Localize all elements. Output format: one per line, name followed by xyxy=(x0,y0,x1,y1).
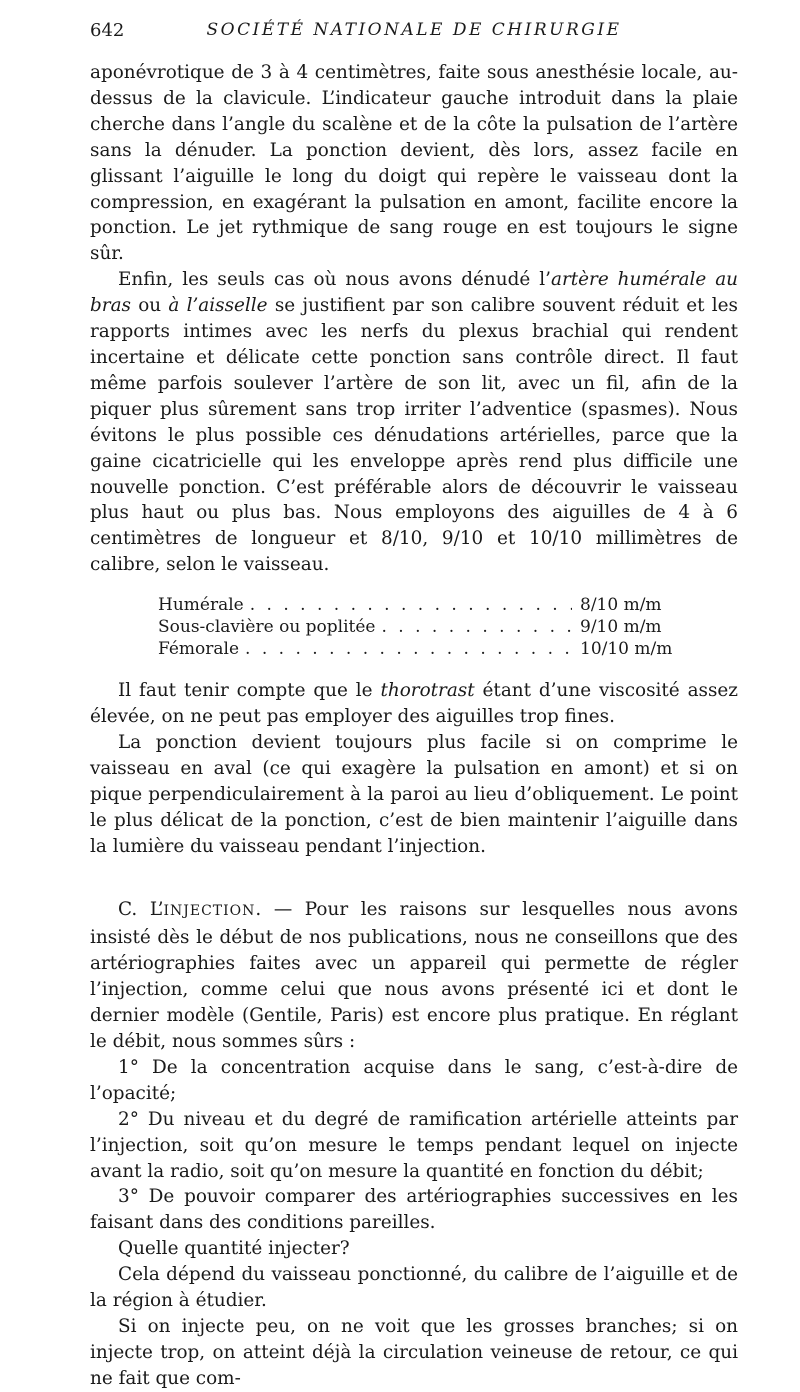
table-row xyxy=(158,638,673,660)
dot-leader xyxy=(245,638,572,660)
italic-humeral-artery: artère humérale au bras xyxy=(90,269,738,317)
table-row xyxy=(158,594,668,616)
paragraph-2-part-c: ou xyxy=(130,295,169,317)
paragraph-3-part-a: Il faut tenir compte que le xyxy=(118,680,381,702)
dot-leader xyxy=(250,594,572,616)
paragraph-1: aponévrotique de 3 à 4 centimètres, faite sous anesthésie locale, au-dessus de la clavicule. L’indicateur gauche introduit dans la plaie cherche dans l’angle du scalène et de la côte la pulsation de l’artère sans la dénuder. La ponction devient, dès lors, assez facile en glissant l’aiguille le long du doigt qui repère le vaisseau dont la compression, en exagérant la pulsation en amont, facilite encore la ponction. Le jet rythmique de sang rouge en est toujours le signe sûr. xyxy=(90,62,738,265)
table-row-label: Fémorale xyxy=(158,639,240,660)
paragraph-8: Si on injecte peu, on ne voit que les grosses branches; si on injecte trop, on atteint déjà la circulation veineuse de retour, ce qui ne fait que com- xyxy=(90,1315,738,1389)
section-c-prefix: C. L’ xyxy=(118,899,164,921)
article-body xyxy=(90,60,738,1392)
table-row-value: 8/10 m/m xyxy=(580,595,662,616)
paragraph-5 xyxy=(90,897,738,1054)
paragraph-7: Cela dépend du vaisseau ponctionné, du calibre de l’aiguille et de la région à étudier. xyxy=(90,1264,738,1312)
page-header xyxy=(90,20,738,48)
list-item-2: 2° Du niveau et du degré de ramification artérielle atteints par l’injection, soit qu’on mesure le temps pendant lequel on injecte avant la radio, soit qu’on mesure la quantité en fonction du débit; xyxy=(90,1108,738,1182)
table-row xyxy=(158,616,668,638)
paragraph-question: Quelle quantité injecter? xyxy=(118,1238,350,1260)
paragraph-3-part-c: étant d’une viscosité assez élevée, on ne peut pas employer des aiguilles trop fines. xyxy=(90,680,738,728)
table-row-label: Sous-clavière ou poplitée xyxy=(158,617,376,638)
paragraph-2 xyxy=(90,267,738,578)
list-item-3: 3° De pouvoir comparer des artériographies successives en les faisant dans des conditions pareilles. xyxy=(90,1186,738,1234)
paragraph-4: La ponction devient toujours plus facile si on comprime le vaisseau en aval (ce qui exagère la pulsation en amont) et si on pique perpendiculairement à la paroi au lieu d’obliquement. Le point le plus délicat de la ponction, c’est de bien maintenir l’aiguille dans la lumière du vaisseau pendant l’injection. xyxy=(90,731,738,857)
list-item-1: 1° De la concentration acquise dans le sang, c’est-à-dire de l’opacité; xyxy=(90,1056,738,1104)
page-number: 642 xyxy=(90,20,125,41)
dot-leader xyxy=(382,616,573,638)
table-row-value: 9/10 m/m xyxy=(580,617,662,638)
section-gap xyxy=(90,859,738,897)
table-row-value: 10/10 m/m xyxy=(580,639,673,660)
needle-calibre-table xyxy=(158,594,673,660)
paragraph-5-text: . — Pour les raisons sur lesquelles nous avons insisté dès le début de nos publications, nous ne conseillons que des artériographies faites avec un appareil qui permette de régler l’injection, comme celui que nous avons présenté ici et dont le dernier modèle (Gentile, Paris) est encore plus pratique. En réglant le débit, nous sommes sûrs : xyxy=(90,899,738,1052)
paragraph-2-part-a: Enfin, les seuls cas où nous avons dénudé l’ xyxy=(118,269,551,291)
running-title: SOCIÉTÉ NATIONALE DE CHIRURGIE xyxy=(206,20,622,40)
paragraph-3 xyxy=(90,678,738,730)
italic-thorotrast: thorotrast xyxy=(380,680,475,702)
paragraph-2-part-e: se justifient par son calibre souvent réduit et les rapports intimes avec les nerfs du plexus brachial qui rendent incertaine et délicate cette ponction sans contrôle direct. Il faut même parfois soulever l’artère de son lit, avec un fil, afin de la piquer plus sûrement sans trop irriter l’adventice (spasmes). Nous évitons le plus possible ces dénudations artérielles, parce que la gaine cicatricielle qui les enveloppe après rend plus difficile une nouvelle ponction. C’est préférable alors de découvrir le vaisseau plus haut ou plus bas. Nous employons des aiguilles de 4 à 6 centimètres de longueur et 8/10, 9/10 et 10/10 millimètres de calibre, selon le vaisseau. xyxy=(90,295,738,576)
italic-axilla: à l’aisselle xyxy=(168,295,268,317)
section-c-heading: INJECTION xyxy=(163,903,256,920)
table-row-label: Humérale xyxy=(158,595,244,616)
